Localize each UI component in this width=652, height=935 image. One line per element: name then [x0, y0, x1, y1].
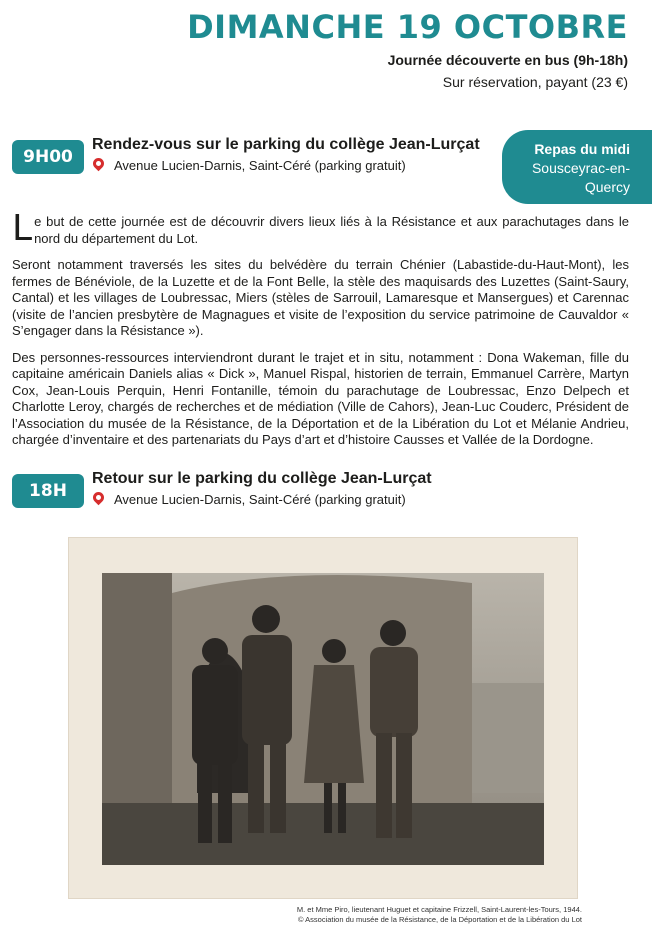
paragraph-speakers: Des personnes-ressources interviendront durant le trajet et in situ, notamment : Dona Wakeman, fille du capitaine américain Daniels alias « Dick », Manuel Rispal, historien de terrain, Emmanuel Carrère, Martyn Cox, Jean-Louis Perquin, Henri Fontanille, témoin du parachutage de Loubressac, Enzo Delpech et Charlotte Leroy, chargés de recherches et de médiation (Ville de Cahors), Jean-Luc Couderc, Président de l’Association du musée de la Résistance, de la Déportation et de la Libération du Lot et Mélanie Andrieu, chargée d’inventaire et des partenariats du Pays d’art et d’histoire Causses et Vallée de la Dordogne.	[12, 349, 629, 447]
page-title: DIMANCHE 19 OCTOBRE	[187, 8, 628, 46]
stop-address-start	[92, 158, 406, 173]
photo-illustration	[102, 573, 544, 865]
event-subtitle: Journée découverte en bus (9h-18h)	[387, 52, 628, 68]
stop-address-end	[92, 492, 406, 507]
booking-info: Sur réservation, payant (23 €)	[442, 74, 628, 90]
photo-caption	[297, 905, 582, 925]
caption-line1: M. et Mme Piro, lieutenant Huguet et capitaine Frizzell, Saint-Laurent-les-Tours, 1944.	[296, 905, 582, 914]
photo-frame	[68, 537, 578, 899]
dropcap: L	[12, 208, 33, 249]
stop-title-end: Retour sur le parking du collège Jean-Lurçat	[92, 470, 432, 487]
historic-photo	[102, 573, 544, 865]
description	[12, 208, 629, 459]
lunch-place-line2: Quercy	[584, 179, 630, 195]
time-badge-start: 9H00	[12, 140, 84, 174]
paragraph-intro-text: e but de cette journée est de découvrir divers lieux liés à la Résistance et aux parachutages dans le nord du département du Lot.	[34, 214, 629, 246]
time-badge-end: 18H	[12, 474, 84, 508]
caption-credit: © Association du musée de la Résistance, de la Déportation et de la Libération du Lot	[297, 915, 582, 924]
address-text: Avenue Lucien-Darnis, Saint-Céré (parking gratuit)	[114, 492, 406, 507]
paragraph-intro	[12, 208, 629, 249]
lunch-place-line1: Sousceyrac-en-	[531, 160, 630, 176]
map-pin-icon	[91, 156, 107, 172]
address-text: Avenue Lucien-Darnis, Saint-Céré (parking gratuit)	[114, 158, 406, 173]
lunch-title: Repas du midi	[534, 141, 630, 157]
lunch-box	[502, 130, 652, 204]
map-pin-icon	[91, 490, 107, 506]
paragraph-sites: Seront notamment traversés les sites du belvédère du terrain Chénier (Labastide-du-Haut-Mont), les fermes de Bénéviole, de la Luzette et de la Font Belle, la stèle des maquisards des Luzettes (Saint-Saury, Cantal) et les villages de Loubressac, Miers (stèles de Sarrouil, Lamaresque et Mansergues) et Carennac (visite de l’ancien presbytère de Magnagues et visite de l’exposition du service patrimoine de Cauvaldor « S’engager dans la Résistance »).	[12, 257, 629, 338]
stop-title-start: Rendez-vous sur le parking du collège Jean-Lurçat	[92, 136, 480, 153]
